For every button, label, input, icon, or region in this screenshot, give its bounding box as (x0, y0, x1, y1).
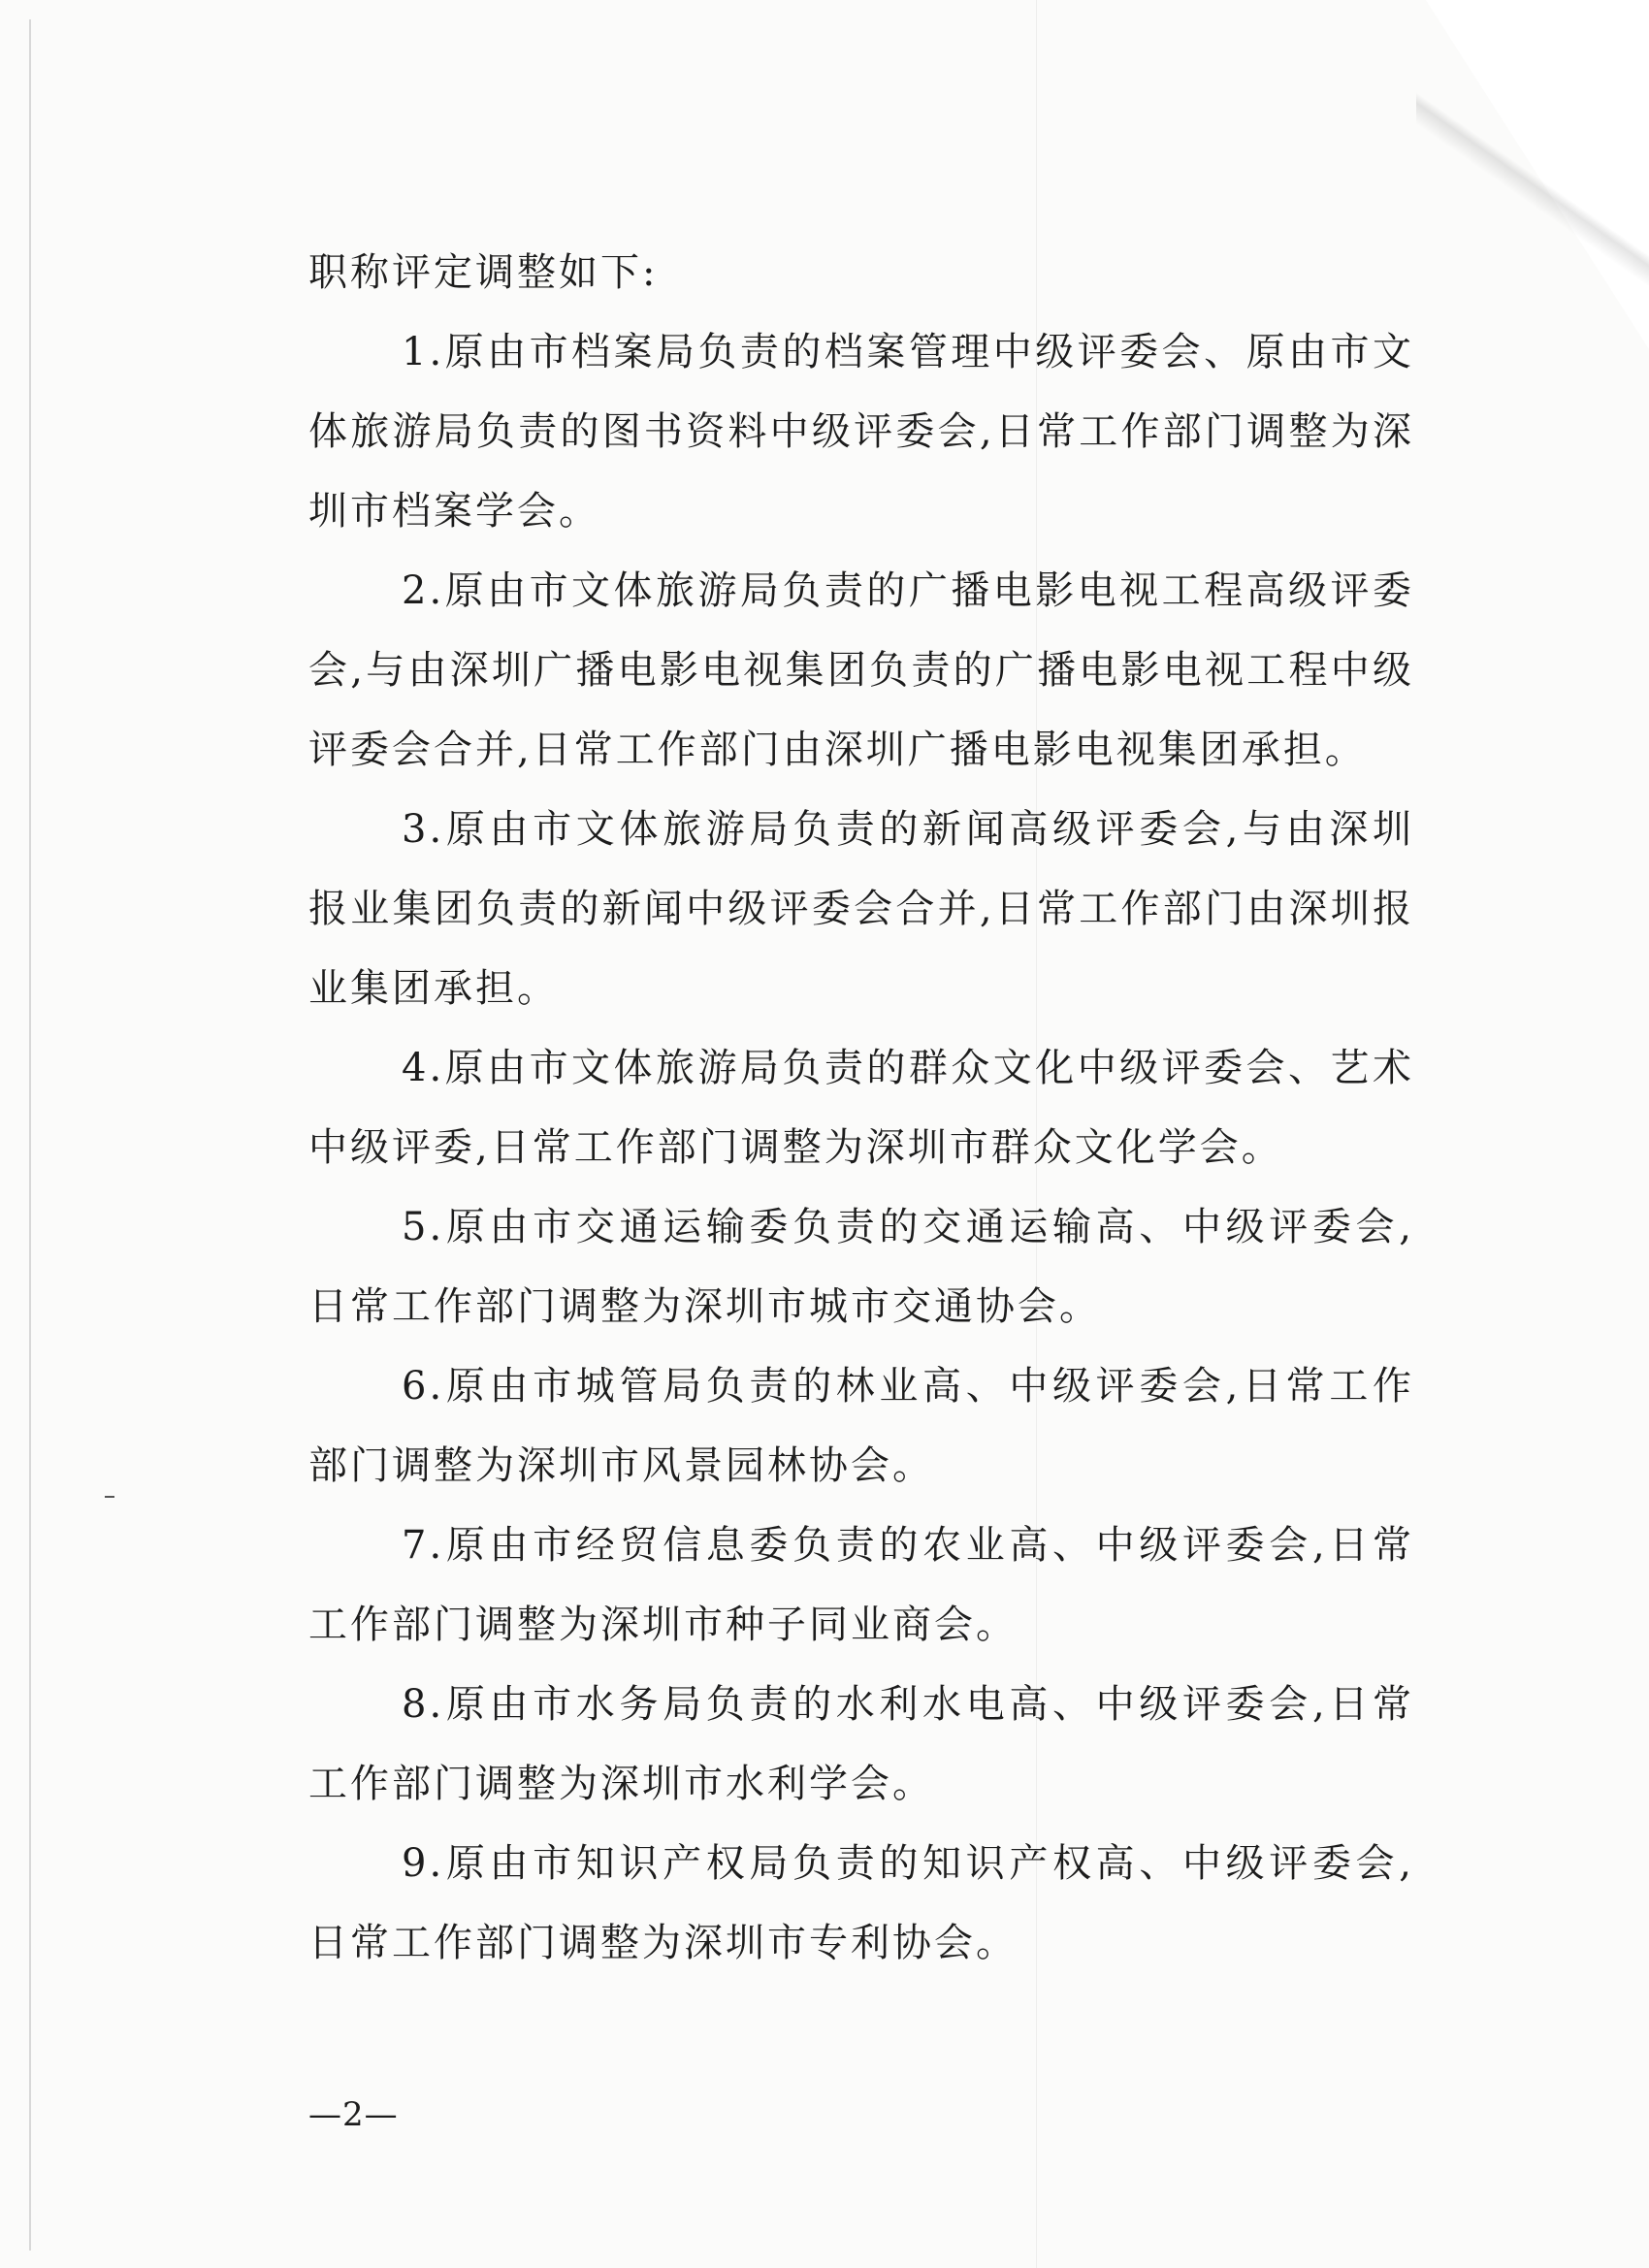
list-item-3: 3.原由市文体旅游局负责的新闻高级评委会,与由深圳报业集团负责的新闻中级评委会合并,日常工作部门由深圳报业集团承担。 (308, 807, 1414, 1011)
page-number: —2— (308, 2095, 399, 2134)
list-item-2: 2.原由市文体旅游局负责的广播电影电视工程高级评委会,与由深圳广播电影电视集团负责的广播电影电视工程中级评委会合并,日常工作部门由深圳广播电影电视集团承担。 (308, 568, 1414, 772)
list-item-8: 8.原由市水务局负责的水利水电高、中级评委会,日常工作部门调整为深圳市水利学会。 (308, 1682, 1414, 1806)
list-item-6: 6.原由市城管局负责的林业高、中级评委会,日常工作部门调整为深圳市风景园林协会。 (308, 1364, 1414, 1488)
list-item-4: 4.原由市文体旅游局负责的群众文化中级评委会、艺术中级评委,日常工作部门调整为深圳市群众文化学会。 (308, 1046, 1414, 1170)
folded-corner-shadow (1416, 0, 1649, 369)
list-item-7: 7.原由市经贸信息委负责的农业高、中级评委会,日常工作部门调整为深圳市种子同业商会。 (308, 1523, 1414, 1647)
list-item-5: 5.原由市交通运输委负责的交通运输高、中级评委会,日常工作部门调整为深圳市城市交通协会。 (308, 1205, 1414, 1329)
document-body (308, 233, 1414, 1983)
list-item-9: 9.原由市知识产权局负责的知识产权高、中级评委会,日常工作部门调整为深圳市专利协会。 (308, 1841, 1414, 1965)
scan-edge (29, 19, 31, 2251)
scan-speck (105, 1496, 114, 1498)
list-item-1: 1.原由市档案局负责的档案管理中级评委会、原由市文体旅游局负责的图书资料中级评委会,日常工作部门调整为深圳市档案学会。 (308, 330, 1414, 534)
intro-line: 职称评定调整如下: (308, 250, 659, 295)
